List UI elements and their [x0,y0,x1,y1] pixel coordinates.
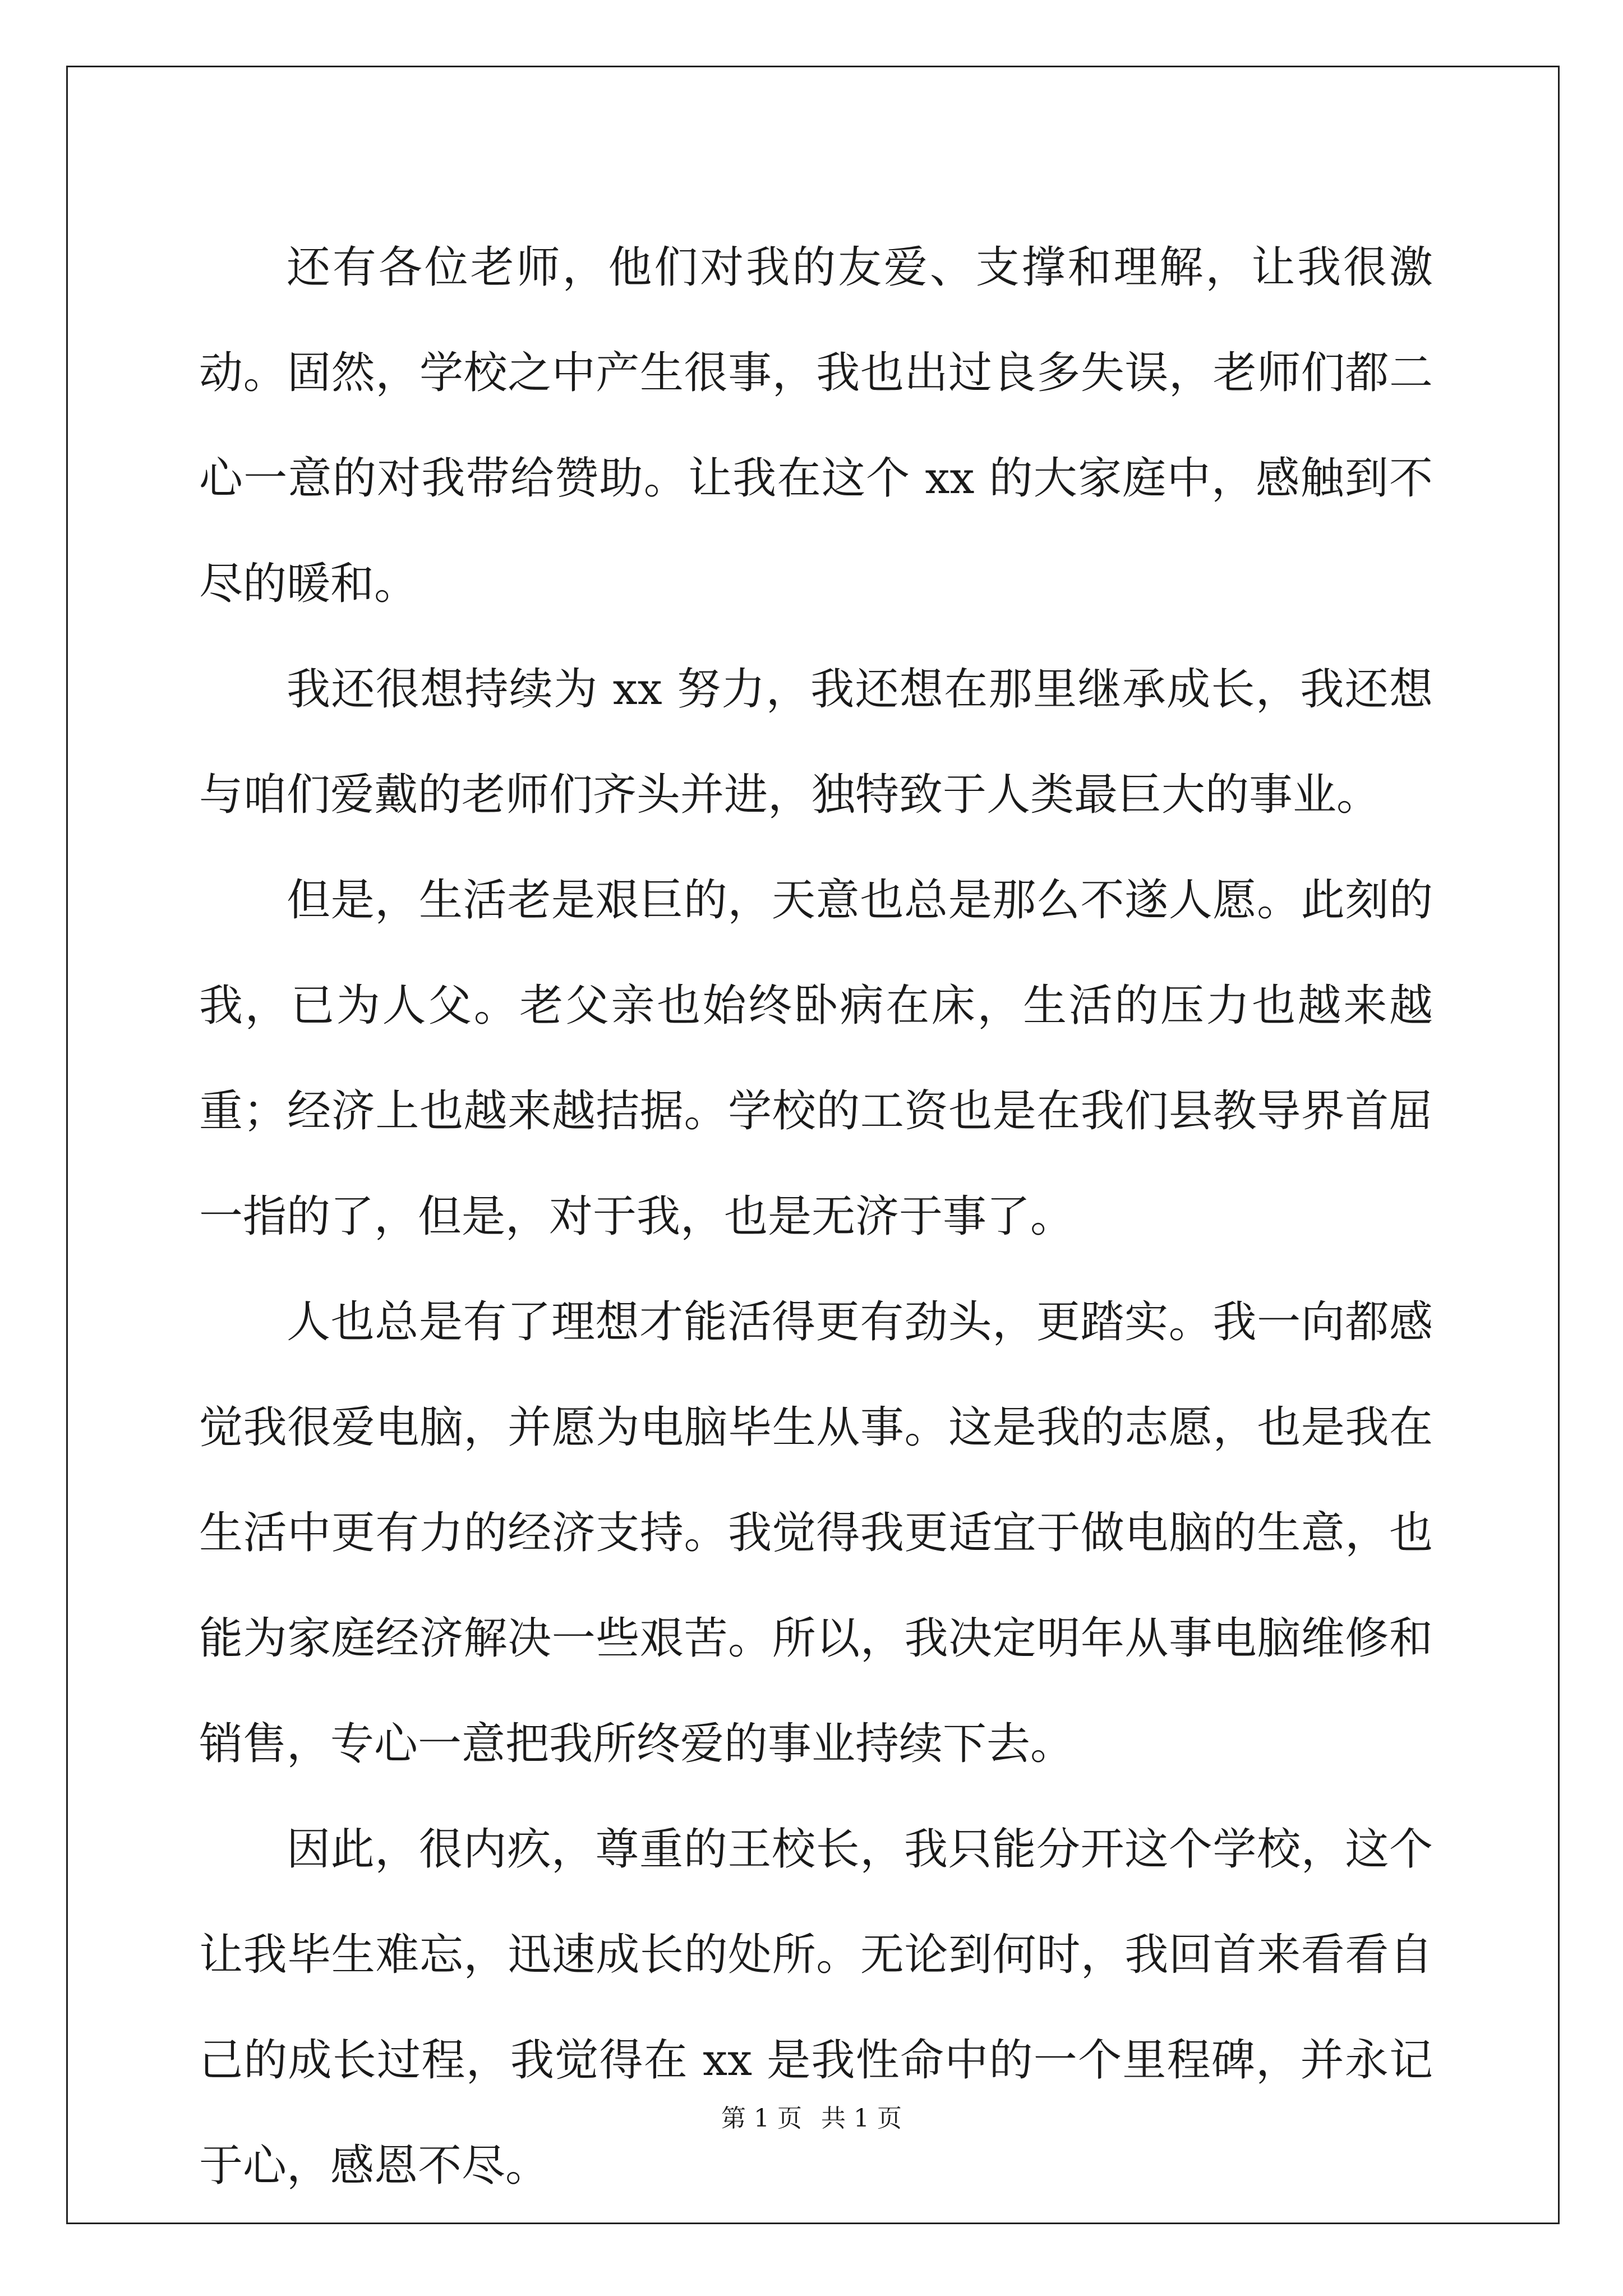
document-body [199,215,1433,2219]
paragraph-1: 还有各位老师，他们对我的友爱、支撑和理解，让我很激动。固然，学校之中产生很事，我也出过良多失误，老师们都二心一意的对我带给赞助。让我在这个 xx 的大家庭中，感触到不尽的暖和。 [199,242,1433,609]
paragraph-3: 但是，生活老是艰巨的，天意也总是那么不遂人愿。此刻的我，已为人父。老父亲也始终卧病在床，生活的压力也越来越重；经济上也越来越拮据。学校的工资也是在我们县教导界首屈一指的了，但是，对于我，也是无济于事了。 [199,875,1433,1242]
paragraph-4: 人也总是有了理想才能活得更有劲头，更踏实。我一向都感觉我很爱电脑，并愿为电脑毕生从事。这是我的志愿，也是我在生活中更有力的经济支持。我觉得我更适宜于做电脑的生意，也能为家庭经济解决一些艰苦。所以，我决定明年从事电脑维修和销售，专心一意把我所终爱的事业持续下去。 [199,1297,1433,1769]
paragraph-5: 因此，很内疚，尊重的王校长，我只能分开这个学校，这个让我毕生难忘，迅速成长的处所。无论到何时，我回首来看看自己的成长过程，我觉得在 xx 是我性命中的一个里程碑，并永记于心，感恩不尽。 [199,1824,1433,2191]
page-total: 共 1 页 [821,2104,902,2133]
page-number: 第 1 页 [721,2104,802,2133]
page-footer [0,2098,1623,2134]
paragraph-2: 我还很想持续为 xx 努力，我还想在那里继承成长，我还想与咱们爱戴的老师们齐头并进，独特致于人类最巨大的事业。 [199,664,1433,820]
